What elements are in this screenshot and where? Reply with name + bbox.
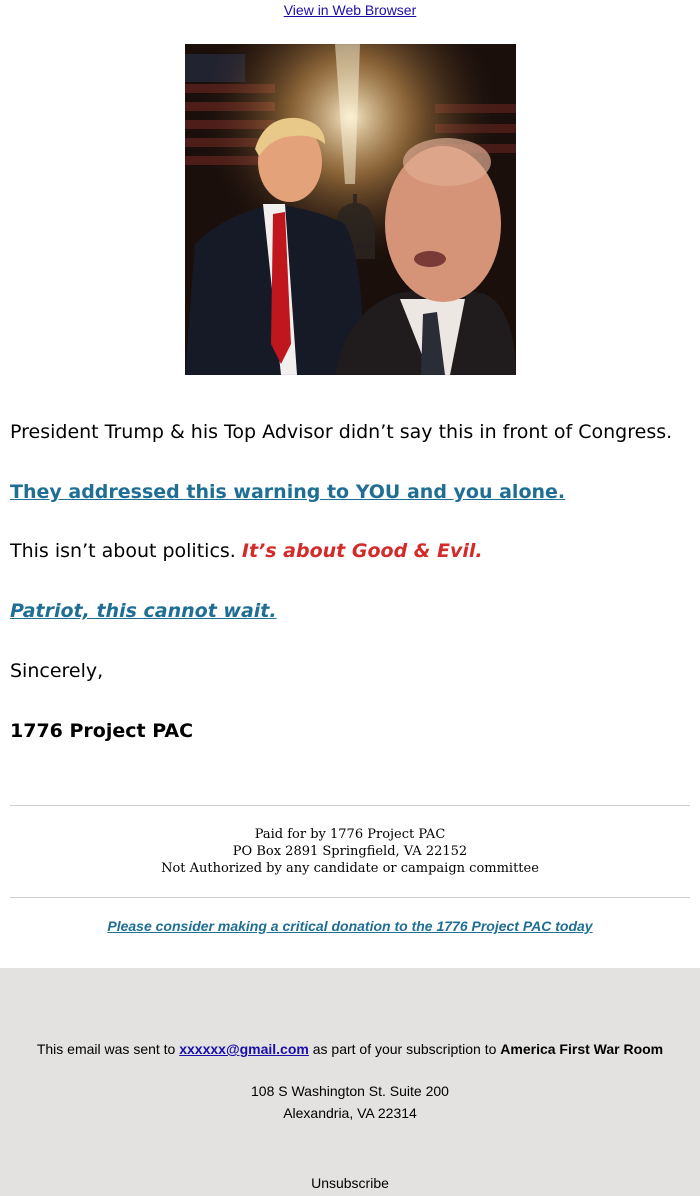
message-line-3-prefix: This isn’t about politics. bbox=[10, 540, 242, 562]
message-line-3 bbox=[10, 539, 483, 563]
donate-section bbox=[0, 918, 700, 934]
hero-illustration bbox=[185, 44, 516, 375]
divider-bottom bbox=[10, 897, 690, 898]
recipient-email-link[interactable]: xxxxxx@gmail.com bbox=[179, 1041, 309, 1057]
paid-for-disclaimer bbox=[0, 826, 700, 877]
po-box-line: PO Box 2891 Springfield, VA 22152 bbox=[232, 844, 468, 859]
footer-city: Alexandria, VA 22314 bbox=[283, 1105, 417, 1121]
donate-link[interactable]: Please consider making a critical donation to the 1776 Project PAC today bbox=[107, 918, 593, 934]
warning-link[interactable]: They addressed this warning to YOU and you alone. bbox=[10, 481, 566, 503]
unsubscribe-link[interactable]: Unsubscribe bbox=[311, 1175, 389, 1191]
sent-prefix: This email was sent to bbox=[36, 1041, 180, 1057]
divider-top bbox=[10, 805, 690, 806]
message-line-2 bbox=[10, 480, 565, 504]
view-in-browser bbox=[0, 2, 700, 18]
good-evil-emphasis: It’s about Good & Evil. bbox=[241, 540, 483, 562]
view-in-browser-link[interactable]: View in Web Browser bbox=[283, 2, 417, 18]
patriot-link[interactable]: Patriot, this cannot wait. bbox=[10, 600, 277, 622]
closing-text: Sincerely, bbox=[10, 660, 104, 682]
sent-to-line bbox=[0, 1041, 700, 1057]
not-authorized-line: Not Authorized by any candidate or campaign committee bbox=[161, 861, 539, 876]
hero-image[interactable] bbox=[185, 44, 516, 375]
footer-address bbox=[0, 1080, 700, 1124]
paid-for-line: Paid for by 1776 Project PAC bbox=[254, 827, 446, 842]
signature: 1776 Project PAC bbox=[10, 720, 194, 742]
message-line-1: President Trump & his Top Advisor didn’t say this in front of Congress. bbox=[10, 421, 673, 443]
message-line-4 bbox=[10, 599, 277, 623]
footer-street: 108 S Washington St. Suite 200 bbox=[251, 1083, 449, 1099]
list-name: America First War Room bbox=[500, 1041, 664, 1057]
email-footer bbox=[0, 968, 700, 1196]
sent-middle: as part of your subscription to bbox=[308, 1041, 501, 1057]
